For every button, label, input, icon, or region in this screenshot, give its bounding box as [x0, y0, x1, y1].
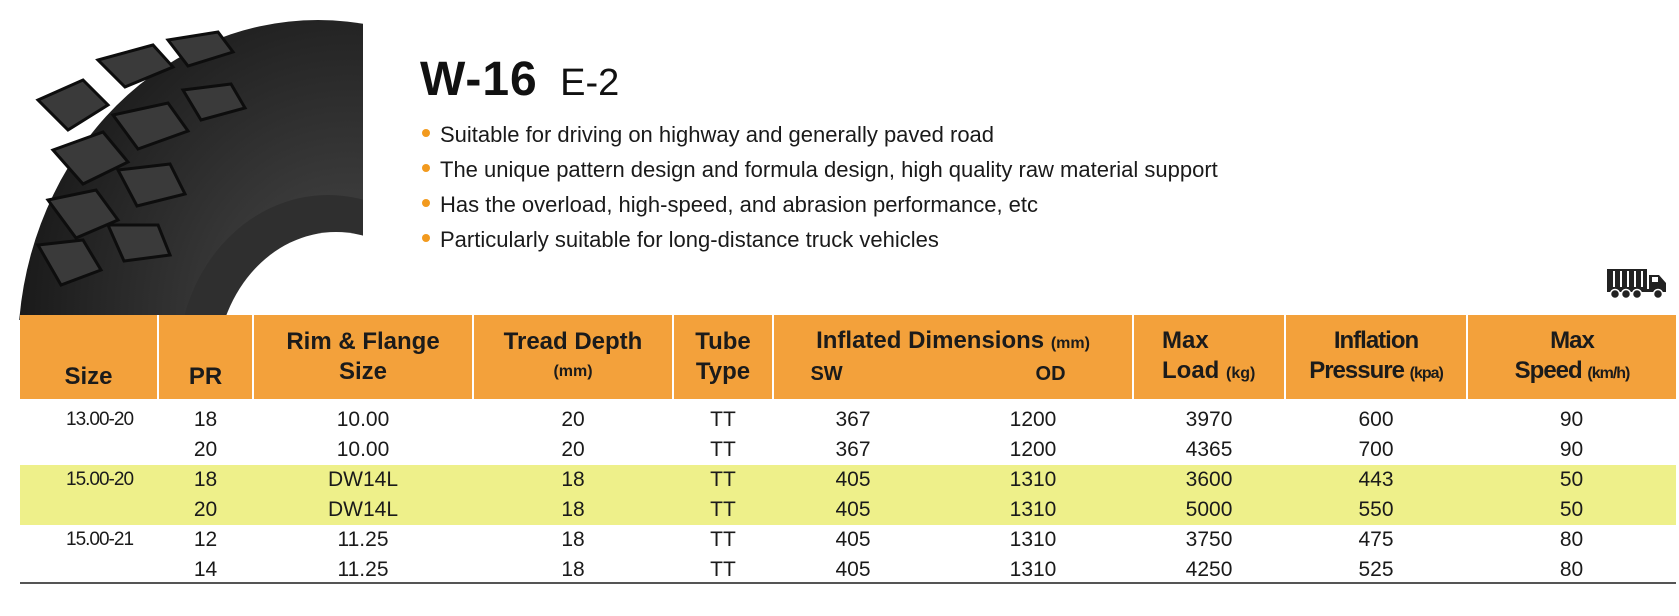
product-title — [420, 52, 619, 107]
tire-image — [18, 20, 363, 320]
feature-item: Suitable for driving on highway and generally paved road — [422, 117, 1218, 152]
feature-item: Particularly suitable for long-distance truck vehicles — [422, 222, 1218, 257]
header-tube: Tube Type — [673, 315, 773, 399]
header-speed: Max Speed (km/h) — [1467, 315, 1676, 399]
header-tread: Tread Depth (mm) — [473, 315, 673, 399]
table-row: 20 10.00 20 TT 367 1200 4365 700 90 — [193, 438, 1584, 461]
header-inflated: Inflated Dimensions (mm) SW OD — [773, 315, 1133, 399]
header-pressure: Inflation Pressure (kpa) — [1285, 315, 1467, 399]
spec-table — [20, 315, 1676, 585]
bullet-dot-icon — [422, 199, 430, 207]
product-code: E-2 — [560, 62, 620, 104]
table-row: 15.00-20 18 DW14L 18 TT 405 1310 3600 443 50 — [20, 465, 1676, 495]
table-header-row — [20, 315, 1676, 399]
table-row: 20 DW14L 18 TT 405 1310 5000 550 50 — [20, 495, 1676, 525]
feature-item: The unique pattern design and formula design, high quality raw material support — [422, 152, 1218, 187]
bullet-dot-icon — [422, 234, 430, 242]
header-sw: SW — [810, 362, 843, 385]
table-row: 15.00-21 12 11.25 18 TT 405 1310 3750 475 80 — [66, 528, 1584, 551]
table-row: 13.00-20 18 10.00 20 TT 367 1200 3970 600 90 — [66, 408, 1584, 431]
feature-item: Has the overload, high-speed, and abrasion performance, etc — [422, 187, 1218, 222]
header-pr: PR — [158, 315, 253, 399]
header-od: OD — [1035, 362, 1066, 385]
bullet-dot-icon — [422, 129, 430, 137]
product-model: W-16 — [420, 53, 538, 106]
feature-list — [422, 117, 1218, 257]
header-rim: Rim & Flange Size — [253, 315, 473, 399]
table-bottom-rule — [20, 582, 1676, 584]
header-load: Max Load (kg) — [1133, 315, 1285, 399]
table-row: 14 11.25 18 TT 405 1310 4250 525 80 — [193, 558, 1584, 581]
header-size: Size — [20, 315, 158, 399]
truck-icon — [1606, 266, 1668, 300]
bullet-dot-icon — [422, 164, 430, 172]
